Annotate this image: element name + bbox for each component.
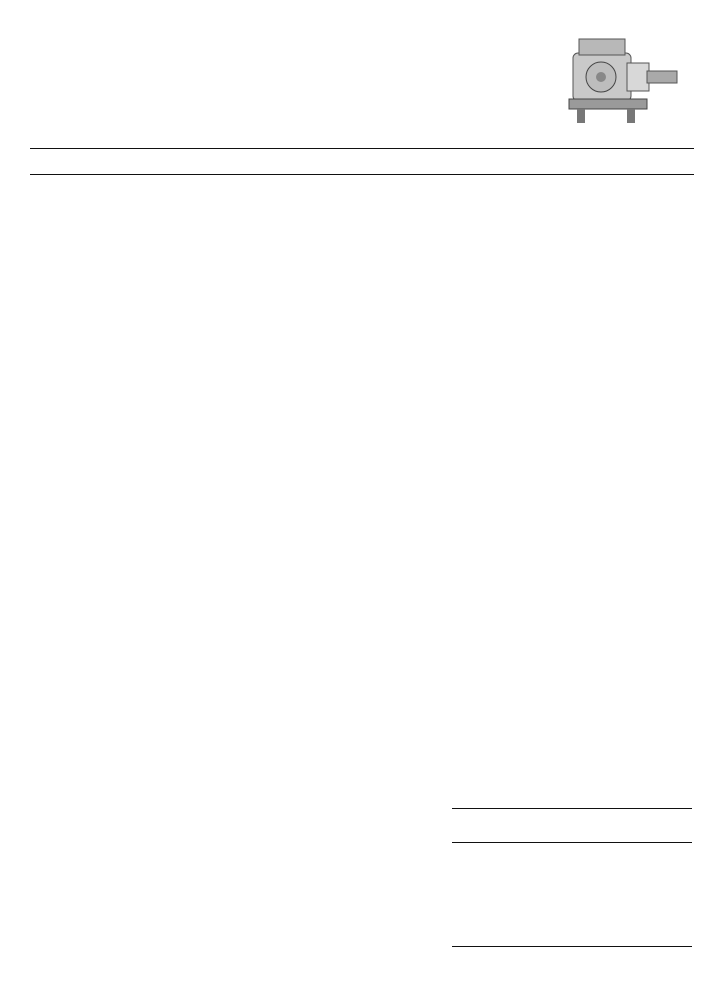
table-rule bbox=[452, 808, 692, 809]
notes-chinese bbox=[262, 808, 442, 813]
table-rule bbox=[452, 842, 692, 843]
table-rule bbox=[452, 946, 692, 947]
